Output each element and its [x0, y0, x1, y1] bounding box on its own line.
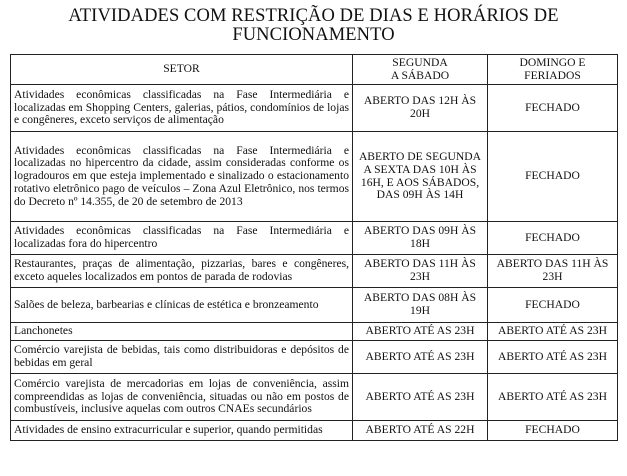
segunda-sabado-cell: ABERTO ATÉ AS 23H	[353, 323, 488, 341]
segunda-sabado-cell: ABERTO DAS 08H ÀS 19H	[353, 288, 488, 323]
schedule-table	[10, 54, 618, 441]
segunda-sabado-cell: ABERTO ATÉ AS 23H	[353, 374, 488, 421]
header-row	[11, 55, 618, 85]
segunda-sabado-cell: ABERTO ATÉ AS 22H	[353, 421, 488, 441]
segunda-sabado-cell: ABERTO DAS 09H ÀS 18H	[353, 222, 488, 255]
domingo-feriados-cell: FECHADO	[488, 85, 618, 132]
segunda-sabado-cell: ABERTO ATÉ AS 23H	[353, 341, 488, 374]
setor-cell: Lanchonetes	[11, 323, 353, 341]
setor-cell: Comércio varejista de mercadorias em lojas de conveniência, assim compreendidas as lojas de conveniência, situadas ou não em postos de combustíveis, inclusive aquelas com outros CNAEs secundários	[11, 374, 353, 421]
table-row	[11, 421, 618, 441]
segunda-sabado-cell: ABERTO DE SEGUNDA A SEXTA DAS 10H ÀS 16H, E AOS SÁBADOS, DAS 09H ÀS 14H	[353, 132, 488, 222]
setor-cell: Atividades econômicas classificadas na Fase Intermediária e localizadas em Shopping Centers, galerias, pátios, condomínios de lojas e congêneres, exceto serviços de alimentação	[11, 85, 353, 132]
setor-cell: Restaurantes, praças de alimentação, pizzarias, bares e congêneres, exceto aqueles localizados em pontos de parada de rodovias	[11, 255, 353, 288]
setor-cell: Atividades econômicas classificadas na Fase Intermediária e localizadas fora do hipercentro	[11, 222, 353, 255]
setor-cell: Salões de beleza, barbearias e clínicas de estética e bronzeamento	[11, 288, 353, 323]
title-line-1: ATIVIDADES COM RESTRIÇÃO DE DIAS E HORÁRIOS DE	[68, 6, 559, 26]
domingo-feriados-cell: ABERTO ATÉ AS 23H	[488, 374, 618, 421]
domingo-feriados-cell: ABERTO DAS 11H ÀS 23H	[488, 255, 618, 288]
domingo-feriados-cell: FECHADO	[488, 288, 618, 323]
setor-cell: Comércio varejista de bebidas, tais como distribuidoras e depósitos de bebidas em geral	[11, 341, 353, 374]
table-row	[11, 222, 618, 255]
title-line-2: FUNCIONAMENTO	[232, 25, 395, 45]
table-row	[11, 85, 618, 132]
header-domingo-feriados: DOMINGO E FERIADOS	[488, 55, 618, 85]
domingo-feriados-cell: ABERTO ATÉ AS 23H	[488, 341, 618, 374]
table-row	[11, 323, 618, 341]
segunda-sabado-cell: ABERTO DAS 12H ÀS 20H	[353, 85, 488, 132]
page-title	[0, 7, 627, 45]
table-row	[11, 374, 618, 421]
table-row	[11, 288, 618, 323]
domingo-feriados-cell: ABERTO ATÉ AS 23H	[488, 323, 618, 341]
domingo-feriados-cell: FECHADO	[488, 421, 618, 441]
table-row	[11, 132, 618, 222]
segunda-sabado-cell: ABERTO DAS 11H ÀS 23H	[353, 255, 488, 288]
table-row	[11, 255, 618, 288]
header-setor: SETOR	[11, 55, 353, 85]
setor-cell: Atividades econômicas classificadas na Fase Intermediária e localizadas no hipercentro da cidade, assim consideradas conforme os logradouros em que esteja implementado e sinalizado o estacionamento rotativo eletrônico pago de veículos – Zona Azul Eletrônico, nos termos do Decreto nº 14.355, de 20 de setembro de 2013	[11, 132, 353, 222]
domingo-feriados-cell: FECHADO	[488, 222, 618, 255]
domingo-feriados-cell: FECHADO	[488, 132, 618, 222]
header-segunda-sabado: SEGUNDA A SÁBADO	[353, 55, 488, 85]
setor-cell: Atividades de ensino extracurricular e superior, quando permitidas	[11, 421, 353, 441]
table-row	[11, 341, 618, 374]
